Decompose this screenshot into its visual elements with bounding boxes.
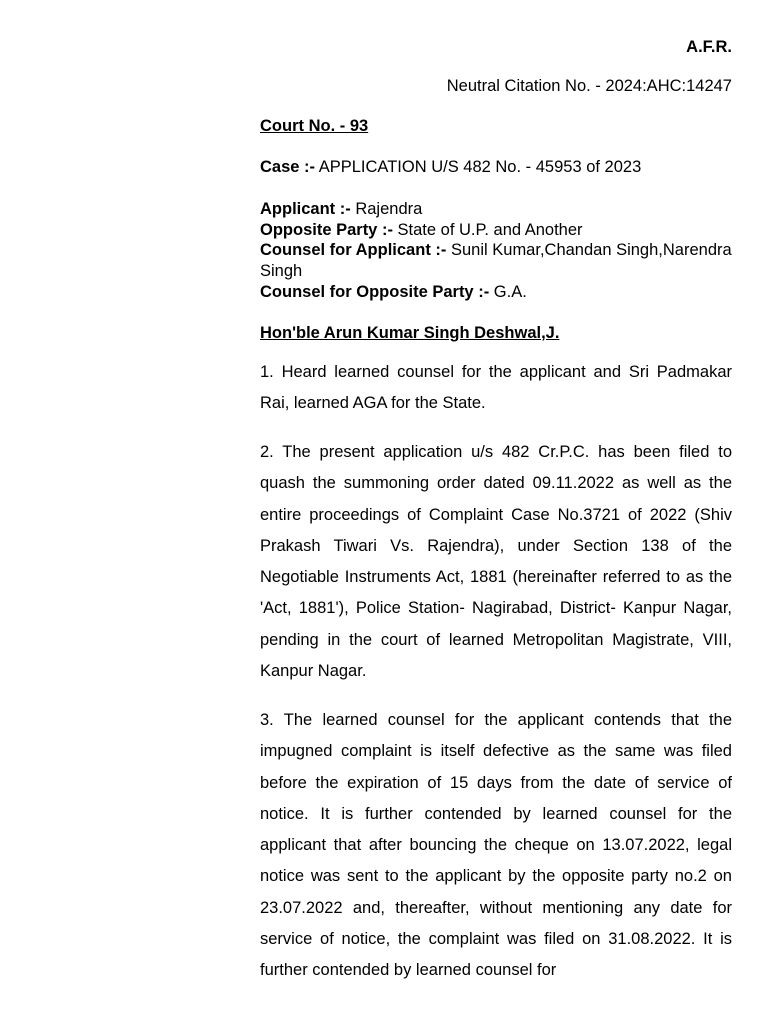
afr-marker: A.F.R. bbox=[686, 38, 732, 56]
court-number: Court No. - 93 bbox=[260, 117, 369, 135]
opposite-party-label: Opposite Party :- bbox=[260, 220, 393, 239]
counsel-applicant-label: Counsel for Applicant :- bbox=[260, 241, 447, 260]
paragraph-1: 1. Heard learned counsel for the applicant and Sri Padmakar Rai, learned AGA for the State. bbox=[260, 363, 732, 413]
case-line bbox=[260, 157, 641, 177]
paragraph-2: 2. The present application u/s 482 Cr.P.C. has been filed to quash the summoning order dated 09.11.2022 as well as the entire proceedings of Complaint Case No.3721 of 2022 (Shiv Prakash Tiwari Vs. Rajendra), under Section 138 of the Negotiable Instruments Act, 1881 (hereinafter referred to as the 'Act, 1881'), Police Station- Nagirabad, District- Kanpur Nagar, pending in the court of learned Metropolitan Magistrate, VIII, Kanpur Nagar. bbox=[260, 443, 732, 681]
case-value: APPLICATION U/S 482 No. - 45953 of 2023 bbox=[318, 158, 642, 176]
case-label: Case :- bbox=[260, 158, 316, 176]
neutral-citation: Neutral Citation No. - 2024:AHC:14247 bbox=[446, 77, 732, 95]
applicant-row bbox=[260, 199, 732, 220]
paragraph-3: 3. The learned counsel for the applicant contends that the impugned complaint is itself defective as the same was filed before the expiration of 15 days from the date of service of notice. It is further contended by learned counsel for the applicant that after bouncing the cheque on 13.07.2022, legal notice was sent to the applicant by the opposite party no.2 on 23.07.2022 and, thereafter, without mentioning any date for service of notice, the complaint was filed on 31.08.2022. It is further contended by learned counsel for bbox=[260, 711, 732, 980]
opposite-party-value: State of U.P. and Another bbox=[397, 220, 583, 239]
applicant-label: Applicant :- bbox=[260, 200, 351, 218]
counsel-applicant-value: Sunil Kumar,Chandan Singh,Narendra Singh bbox=[260, 241, 732, 281]
parties-block bbox=[260, 199, 732, 303]
applicant-value: Rajendra bbox=[355, 200, 423, 218]
counsel-opposite-label: Counsel for Opposite Party :- bbox=[260, 282, 490, 301]
counsel-applicant-row bbox=[260, 240, 732, 281]
opposite-party-row bbox=[260, 220, 732, 241]
counsel-opposite-row bbox=[260, 282, 732, 303]
counsel-opposite-value: G.A. bbox=[493, 282, 527, 301]
judge-name: Hon'ble Arun Kumar Singh Deshwal,J. bbox=[260, 324, 560, 342]
